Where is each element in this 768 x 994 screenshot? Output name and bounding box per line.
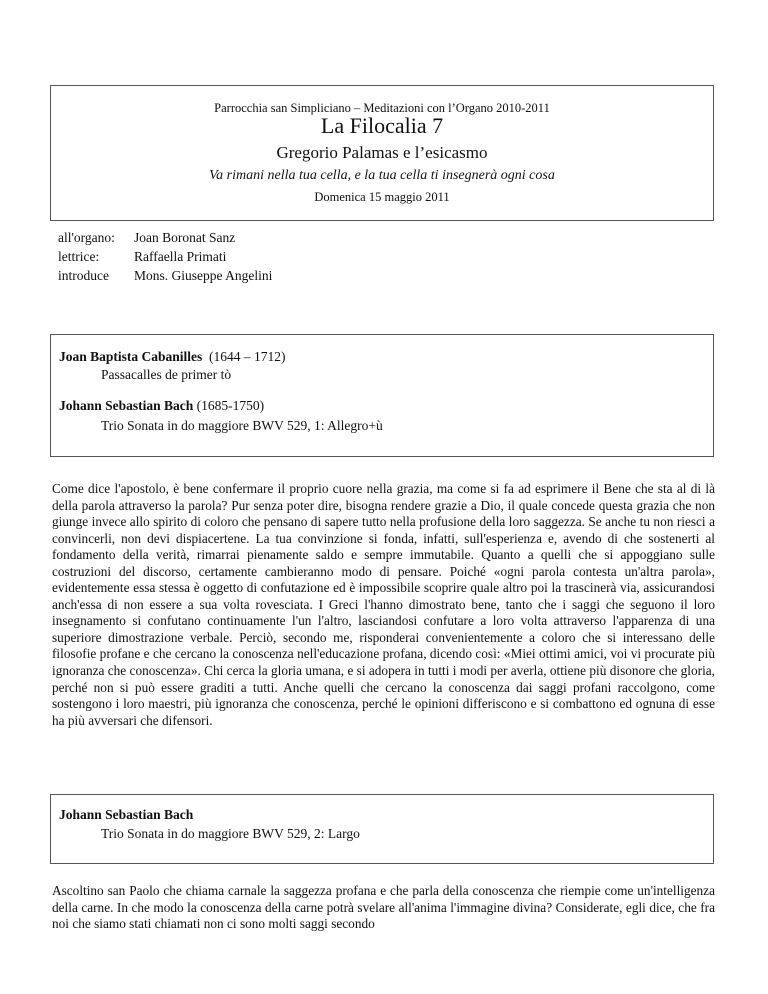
motto: Va rimani nella tua cella, e la tua cella ti insegnerà ogni cosa bbox=[209, 168, 555, 183]
program-piece-composer bbox=[59, 807, 193, 823]
composer-name: Johann Sebastian Bach bbox=[59, 398, 194, 413]
program-box-2 bbox=[50, 794, 714, 864]
credits-list bbox=[58, 228, 458, 285]
header-box bbox=[50, 85, 714, 221]
program-box-1 bbox=[50, 334, 714, 457]
reading-paragraph-2: Ascoltino san Paolo che chiama carnale la saggezza profana e che parla della conoscenza che riempie come un'intelligenza della carne. In che modo la conoscenza della carne potrà svelare all'anima l'immagine divina? Considerate, egli dice, che fra noi che siamo stati chiamati non ci sono molti saggi secondo bbox=[52, 883, 715, 932]
reading-paragraph-1: Come dice l'apostolo, è bene confermare il proprio cuore nella grazia, ma come si fa ad esprimere il Bene che sta al di là della parola attraverso la parola? Pur senza poter dire, bisogna rendere grazie a Dio, il quale concede questa grazia che non giunge invece allo spirito di coloro che pensano di sapere tutto nella profusione della loro saggezza. Se anche tu non riesci a convincerli, non devi dispiacertene. La tua convinzione si fonda, infatti, sull'esperienza e, avendo di che sostenerti al fondamento della verità, rimarrai pienamente saldo e sempre immutabile. Quanto a quelli che si appoggiano sulle costruzioni del discorso, certamente cambieranno modo di pensare. Poiché «ogni parola contesta un'altra parola», evidentemente essa stessa è oggetto di confutazione ed è impossibile scoprire quale altro poi la trascinerà via, assicurandosi anch'essa di non essere a sua volta rovesciata. I Greci l'hanno dimostrato bene, tanto che i saggi che seguono il loro insegnamento si confutano continuamente l'un l'altro, lasciandosi confutare a loro volta attraverso l'apparenza di una superiore dimostrazione verbale. Perciò, secondo me, risponderai convenientemente a coloro che si interessano delle filosofie profane e che cercano la conoscenza nell'educazione profana, dicendo così: «Miei ottimi amici, voi vi procurate più ignoranza che conoscenza». Chi cerca la gloria umana, e si adopera in tutti i modi per averla, ottiene più disonore che gloria, perché non si può essere graditi a tutti. Anche quelli che cercano la conoscenza dai saggi profani raccolgono, come sostengono i loro maestri, più ignoranza che conoscenza, perché le opinioni differiscono e si combattono ed ognuna di esse ha più avversari che difensori. bbox=[52, 481, 715, 728]
composer-dates: (1644 – 1712) bbox=[209, 349, 286, 364]
composer-dates: (1685-1750) bbox=[196, 398, 265, 413]
credit-role: introduce bbox=[58, 268, 109, 283]
credit-row-organist bbox=[58, 228, 458, 247]
work-title: Trio Sonata in do maggiore BWV 529, 1: Allegro+ù bbox=[101, 418, 383, 433]
event-date: Domenica 15 maggio 2011 bbox=[314, 190, 450, 204]
credit-name: Raffaella Primati bbox=[134, 249, 227, 264]
page-title: La Filocalia 7 bbox=[320, 113, 444, 138]
credit-role: lettrice: bbox=[58, 249, 100, 264]
parish-series-line: Parrocchia san Simpliciano – Meditazioni con l’Organo 2010-2011 bbox=[214, 101, 550, 115]
credit-role: all'organo: bbox=[58, 230, 115, 245]
credit-row-reader bbox=[58, 247, 458, 266]
credit-row-introducer bbox=[58, 266, 458, 285]
composer-name: Joan Baptista Cabanilles bbox=[59, 349, 203, 364]
composer-name: Johann Sebastian Bach bbox=[59, 807, 194, 822]
page-subtitle: Gregorio Palamas e l’esicasmo bbox=[276, 143, 488, 162]
credit-name: Joan Boronat Sanz bbox=[134, 230, 236, 245]
program-piece-composer bbox=[59, 349, 286, 365]
program-piece-composer bbox=[59, 398, 264, 414]
work-title: Passacalles de primer tò bbox=[101, 367, 232, 382]
credit-name: Mons. Giuseppe Angelini bbox=[134, 268, 273, 283]
work-title: Trio Sonata in do maggiore BWV 529, 2: Largo bbox=[101, 826, 360, 841]
